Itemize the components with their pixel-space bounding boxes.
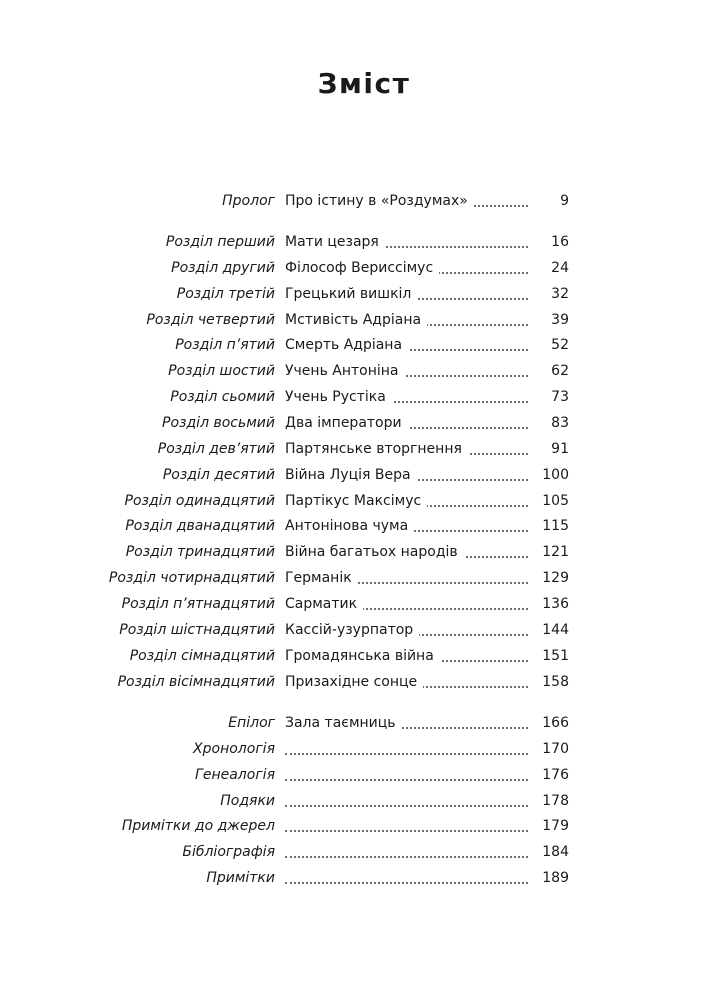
toc-entry-label: Розділ п’ятнадцятий [121, 595, 275, 612]
toc-entry-title: Учень Антоніна [285, 360, 405, 382]
toc-entry-label: Розділ шостий [168, 363, 275, 380]
toc-entry-title: Грецький вишкіл [285, 283, 417, 305]
toc-entry[interactable] [0, 841, 728, 863]
toc-entry-title: Війна багатьох народів [285, 541, 464, 563]
toc-entry-label: Пролог [222, 193, 275, 209]
toc-entry-page-number: 170 [542, 740, 569, 757]
toc-entry[interactable] [0, 593, 728, 615]
toc-entry-page-number: 52 [551, 337, 569, 354]
toc-entry-title: Партянське вторгнення [285, 438, 468, 460]
toc-entry-label: Примітки до джерел [121, 818, 275, 835]
toc-entry-label: Розділ четвертий [146, 311, 275, 328]
toc-entry-title: Зала таємниць [285, 712, 402, 734]
toc-entry[interactable] [0, 231, 728, 253]
page-title: Зміст [317, 67, 411, 100]
toc-entry[interactable] [0, 515, 728, 537]
toc-entry-page-number: 32 [551, 285, 569, 302]
toc-entry-label: Розділ одинадцятий [124, 492, 275, 509]
toc-entry-title: Призахідне сонце [285, 671, 423, 693]
toc-entry-page-number: 144 [542, 621, 569, 638]
toc-entry[interactable] [0, 645, 728, 667]
toc-entry-page-number: 184 [542, 844, 569, 861]
toc-entry-label: Розділ восьмий [162, 415, 275, 431]
toc-entry-title: Германік [285, 567, 358, 589]
toc-entry-page-number: 158 [542, 673, 569, 690]
dot-leader [285, 779, 528, 781]
toc-entry-page-number: 176 [542, 766, 569, 783]
toc-entry-page-number: 136 [542, 595, 569, 612]
toc-entry-title: Мстивість Адріана [285, 309, 427, 331]
toc-entry-title: Філософ Вериссімус [285, 257, 439, 279]
toc-entry-page-number: 105 [542, 492, 569, 509]
toc-entry[interactable] [0, 360, 728, 382]
toc-entry-label: Розділ тринадцятий [125, 544, 275, 561]
toc-entry[interactable] [0, 464, 728, 486]
toc-entry-title: Два імператори [285, 412, 408, 434]
toc-entry[interactable] [0, 619, 728, 641]
toc-entry-label: Розділ перший [165, 234, 275, 250]
toc-entry-page-number: 151 [542, 647, 569, 664]
toc-entry-page-number: 24 [551, 259, 569, 276]
toc-entry[interactable] [0, 541, 728, 563]
toc-entry-page-number: 129 [542, 570, 569, 586]
toc-entry-label: Розділ дев’ятий [157, 440, 275, 457]
toc-entry-label: Розділ сьомий [170, 389, 275, 406]
toc-entry-title: Громадянська війна [285, 645, 440, 667]
toc-entry[interactable] [0, 412, 728, 434]
toc-entry-title: Смерть Адріана [285, 334, 408, 356]
toc-entry-page-number: 178 [542, 792, 569, 809]
toc-entry-label: Епілог [228, 715, 275, 731]
toc-entry-page-number: 100 [542, 466, 569, 483]
toc-entry-title: Кассій-узурпатор [285, 619, 419, 641]
dot-leader [285, 830, 528, 832]
toc-entry[interactable] [0, 815, 728, 837]
toc-entry[interactable] [0, 190, 728, 212]
toc-entry-label: Розділ третій [176, 285, 275, 302]
toc-entry-page-number: 115 [542, 518, 569, 535]
toc-entry-label: Розділ п’ятий [175, 337, 275, 354]
toc-entry-label: Розділ сімнадцятий [129, 647, 275, 664]
toc-entry-label: Хронологія [193, 740, 275, 757]
toc-entry-page-number: 73 [551, 389, 569, 406]
dot-leader [285, 882, 528, 884]
toc-entry[interactable] [0, 567, 728, 589]
toc-entry-page-number: 39 [551, 311, 569, 328]
toc-entry[interactable] [0, 671, 728, 693]
toc-entry[interactable] [0, 438, 728, 460]
toc-entry-title: Про істину в «Роздумах» [285, 190, 474, 212]
toc-entry-label: Розділ чотирнадцятий [108, 570, 275, 586]
toc-entry-label: Розділ шістнадцятий [119, 621, 275, 638]
toc-entry-title: Учень Рустіка [285, 386, 392, 408]
dot-leader [285, 805, 528, 807]
toc-entry[interactable] [0, 257, 728, 279]
toc-entry-title: Сарматик [285, 593, 363, 615]
dot-leader [285, 856, 528, 858]
toc-entry-label: Розділ вісімнадцятий [117, 673, 275, 690]
toc-entry[interactable] [0, 790, 728, 812]
toc-entry-label: Бібліографія [182, 844, 275, 861]
toc-entry[interactable] [0, 309, 728, 331]
toc-entry-label: Примітки [206, 870, 275, 887]
toc-entry-title: Партікус Максімус [285, 490, 427, 512]
toc-entry-label: Подяки [220, 792, 275, 809]
toc-entry-title: Війна Луція Вера [285, 464, 417, 486]
toc-entry-label: Генеалогія [195, 766, 275, 783]
toc-entry[interactable] [0, 867, 728, 889]
toc-entry-page-number: 83 [551, 415, 569, 431]
toc-entry-page-number: 179 [542, 818, 569, 835]
toc-entry[interactable] [0, 764, 728, 786]
toc-entry-page-number: 9 [560, 193, 569, 209]
toc-entry[interactable] [0, 283, 728, 305]
toc-entry[interactable] [0, 738, 728, 760]
toc-entry[interactable] [0, 334, 728, 356]
toc-entry-page-number: 121 [542, 544, 569, 561]
toc-entry-title: Мати цезаря [285, 231, 385, 253]
toc-entry-page-number: 62 [551, 363, 569, 380]
toc-entry-page-number: 166 [542, 715, 569, 731]
toc-entry[interactable] [0, 712, 728, 734]
toc-entry-label: Розділ десятий [162, 466, 275, 483]
toc-entry-page-number: 16 [551, 234, 569, 250]
toc-entry-page-number: 189 [542, 870, 569, 887]
toc-entry-label: Розділ дванадцятий [125, 518, 275, 535]
toc-entry-page-number: 91 [551, 440, 569, 457]
toc-entry-title: Антонінова чума [285, 515, 414, 537]
toc-entry-label: Розділ другий [171, 259, 275, 276]
dot-leader [285, 753, 528, 755]
toc-entry[interactable] [0, 386, 728, 408]
toc-entry[interactable] [0, 490, 728, 512]
